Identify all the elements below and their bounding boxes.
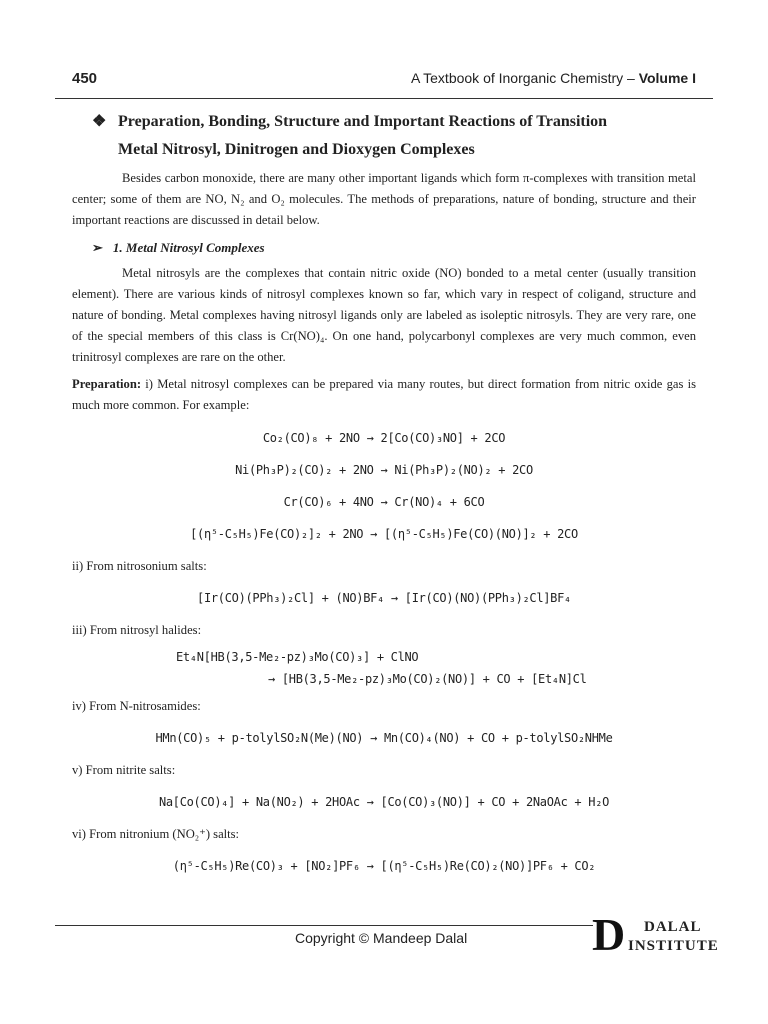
page-header xyxy=(72,70,696,90)
intro-text: Besides carbon monoxide, there are many other important ligands which form π-complexes with transition metal center; some of them are NO, N₂ and O₂ molecules. The methods of preparations, nature of bonding, structure and their important reactions are discussed in detail below. xyxy=(72,171,696,227)
preparation-paragraph xyxy=(72,374,696,416)
diamond-bullet-icon: ❖ xyxy=(92,113,107,130)
book-title-prefix: A Textbook of Inorganic Chemistry – xyxy=(410,70,639,86)
section-heading xyxy=(72,108,696,164)
footer-rule xyxy=(55,925,593,926)
book-title xyxy=(411,70,696,86)
preparation-text: i) Metal nitrosyl complexes can be prepared via many routes, but direct formation from nitric oxide gas is much more common. For example: xyxy=(72,377,696,412)
subsection-heading xyxy=(92,237,696,259)
equation-direct-1: Co₂(CO)₈ + 2NO → 2[Co(CO)₃NO] + 2CO xyxy=(262,431,506,445)
equation-direct-4: [(η⁵-C₅H₅)Fe(CO)₂]₂ + 2NO → [(η⁵-C₅H₅)Fe(CO)(NO)]₂ + 2CO xyxy=(190,527,578,541)
arrow-bullet-icon: ➢ xyxy=(92,240,103,255)
dalal-institute-logo xyxy=(592,909,722,960)
page-number: 450 xyxy=(72,70,98,87)
equation-nitrosonium: [Ir(CO)(PPh₃)₂Cl] + (NO)BF₄ → [Ir(CO)(NO)(PPh₃)₂Cl]BF₄ xyxy=(197,591,571,605)
equation-nitronium: (η⁵-C₅H₅)Re(CO)₃ + [NO₂]PF₆ → [(η⁵-C₅H₅)Re(CO)₂(NO)]PF₆ + CO₂ xyxy=(172,859,596,873)
equation-nitrite: Na[Co(CO)₄] + Na(NO₂) + 2HOAc → [Co(CO)₃(NO)] + CO + 2NaOAc + H₂O xyxy=(158,795,610,809)
method-iv-label: iv) From N-nitrosamides: xyxy=(72,699,201,713)
method-vi-label: vi) From nitronium (NO₂⁺) salts: xyxy=(72,827,240,841)
header-rule xyxy=(55,98,713,99)
method-v-label: v) From nitrite salts: xyxy=(72,763,176,777)
logo-line1: DALAL xyxy=(644,919,702,935)
intro-paragraph xyxy=(72,168,696,231)
section-title-line1: Preparation, Bonding, Structure and Important Reactions of Transition xyxy=(118,113,608,130)
equation-direct-2: Ni(Ph₃P)₂(CO)₂ + 2NO → Ni(Ph₃P)₂(NO)₂ + 2CO xyxy=(235,463,533,477)
copyright-text: Copyright © Mandeep Dalal xyxy=(295,930,468,946)
subsection-title: 1. Metal Nitrosyl Complexes xyxy=(112,240,265,255)
equation-nitrosyl-halide-line1: Et₄N[HB(3,5-Me₂-pz)₃Mo(CO)₃] + ClNO xyxy=(176,650,419,664)
section-title-line2: Metal Nitrosyl, Dinitrogen and Dioxygen Complexes xyxy=(118,141,475,158)
page-content xyxy=(72,108,696,882)
preparation-label: Preparation: xyxy=(72,377,142,391)
method-ii-label: ii) From nitrosonium salts: xyxy=(72,559,207,573)
logo-letter: D xyxy=(592,909,626,960)
equation-direct-3: Cr(CO)₆ + 4NO → Cr(NO)₄ + 6CO xyxy=(283,495,485,509)
book-volume: Volume I xyxy=(638,70,696,86)
method-iii-label: iii) From nitrosyl halides: xyxy=(72,623,202,637)
nitrosyl-paragraph xyxy=(72,263,696,368)
nitrosyl-text: Metal nitrosyls are the complexes that contain nitric oxide (NO) bonded to a metal center (usually transition element). There are various kinds of nitrosyl complexes known so far, which vary in respect of coligand, structure and nature of bonding. Metal complexes having nitrosyl ligands only are labeled as isoleptic nitrosyls. They are very rare, one of the special members of this class is Cr(NO)₄. On one hand, polycarbonyl complexes are very much common, even trinitrosyl complexes are rare on the other. xyxy=(72,266,696,364)
equation-nitrosyl-halide-line2: → [HB(3,5-Me₂-pz)₃Mo(CO)₂(NO)] + CO + [Et₄N]Cl xyxy=(268,672,587,686)
equation-nitrosamide: HMn(CO)₅ + p-tolylSO₂N(Me)(NO) → Mn(CO)₄(NO) + CO + p-tolylSO₂NHMe xyxy=(155,731,613,745)
logo-line2: INSTITUTE xyxy=(628,938,719,954)
